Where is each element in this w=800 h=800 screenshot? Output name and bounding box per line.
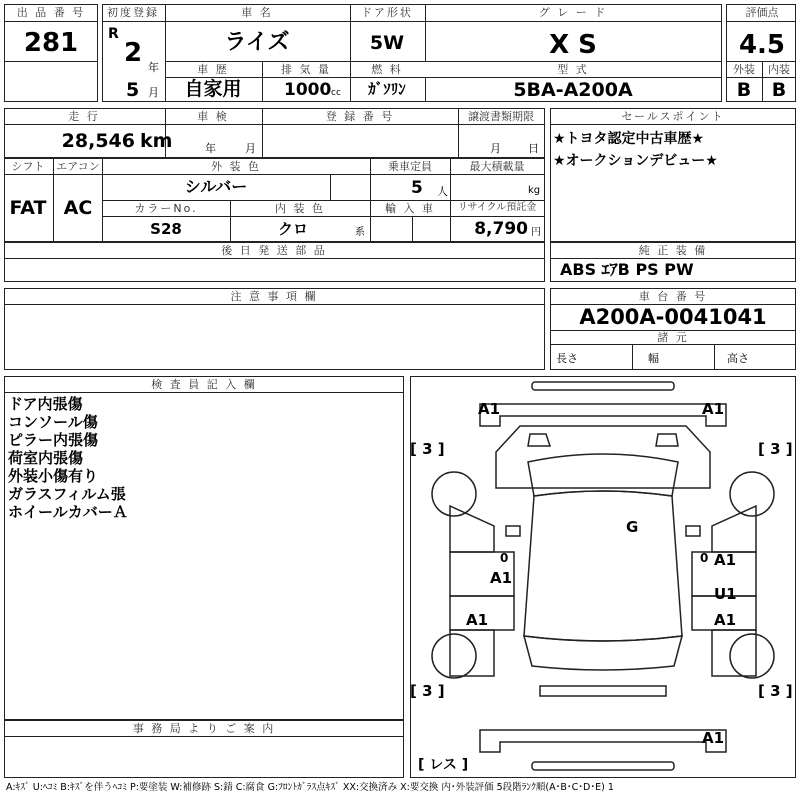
exterior-grade-value: B (736, 79, 752, 101)
score-value: 4.5 (738, 30, 786, 60)
door-type-value: 5W (369, 32, 405, 54)
fuel-label: 燃 料 (371, 63, 403, 76)
inspector-note: コンソール傷 (8, 413, 98, 431)
damage-left-door: A1 (490, 569, 513, 587)
ac-value: AC (63, 197, 93, 219)
equipment-label: 純 正 装 備 (638, 244, 708, 257)
registration-year: 2 (124, 38, 143, 68)
specs-label: 諸 元 (657, 331, 689, 344)
interior-grade-label: 内装 (768, 63, 790, 76)
inspector-note: ピラー内張傷 (8, 431, 99, 449)
inspector-note: 外装小傷有り (8, 467, 99, 485)
inspection-label: 車 検 (197, 110, 229, 123)
inspector-note: ドア内張傷 (8, 395, 83, 413)
equipment-value: ABS ｴｱB PS PW (560, 260, 694, 279)
tire-rear-right: [ 3 ] (758, 682, 793, 700)
model-code-value: 5BA-A200A (513, 79, 633, 101)
displacement-value: 1000 (284, 80, 332, 100)
registration-number-label: 登 録 番 号 (325, 110, 395, 123)
sales-point-1: ★トヨタ認定中古車歴★ (553, 131, 705, 147)
recycle-fee-label: リサイクル預託金 (457, 202, 537, 213)
mark-left: 0 (500, 551, 509, 565)
fuel-value: ｶﾞｿﾘﾝ (368, 80, 406, 98)
inspection-month-unit: 月 (245, 142, 256, 155)
inspector-note: ガラスフィルム張 (8, 485, 126, 503)
spare-tire-status: [ レス ] (418, 757, 469, 773)
capacity-value: 5 (411, 178, 423, 198)
mileage-value: 28,546 (61, 130, 135, 152)
tire-rear-left: [ 3 ] (410, 682, 445, 700)
transfer-deadline-label: 譲渡書類期限 (468, 110, 534, 123)
damage-left-rear: A1 (466, 611, 489, 629)
interior-grade-value: B (771, 79, 787, 101)
damage-front-right: A1 (702, 400, 725, 418)
history-value: 自家用 (184, 78, 242, 100)
mileage-unit: km (140, 130, 173, 152)
damage-windshield: G (626, 518, 639, 536)
door-type-label: ドア形状 (361, 6, 413, 19)
lot-number-label: 出 品 番 号 (16, 6, 86, 19)
max-load-unit: kg (528, 185, 541, 196)
width-label: 幅 (648, 352, 659, 365)
history-label: 車 歴 (197, 63, 229, 76)
recycle-fee-unit: 円 (531, 227, 541, 238)
damage-front-left: A1 (478, 400, 501, 418)
max-load-label: 最大積載量 (469, 160, 525, 173)
inspector-notes-label: 検 査 員 記 入 欄 (151, 378, 257, 391)
transfer-month-unit: 月 (490, 142, 501, 155)
grade-label: グ レ ー ド (538, 6, 608, 19)
model-code-label: 型 式 (557, 63, 589, 76)
capacity-label: 乗車定員 (388, 160, 432, 173)
import-label: 輸 入 車 (385, 202, 435, 215)
displacement-label: 排 気 量 (281, 63, 331, 76)
inspector-note: 荷室内張傷 (8, 449, 84, 467)
damage-rear-bumper: A1 (702, 729, 725, 747)
damage-right-front-door: A1 (714, 551, 737, 569)
office-notice-label: 事 務 局 よ り ご 案 内 (132, 722, 276, 735)
year-unit: 年 (148, 61, 159, 74)
car-name-label: 車 名 (241, 6, 273, 19)
recycle-fee-value: 8,790 (474, 219, 528, 239)
damage-right-rear: A1 (714, 611, 737, 629)
height-label: 高さ (727, 352, 749, 365)
inspector-notes-list (8, 395, 128, 521)
interior-color-unit: 系 (355, 227, 365, 238)
car-diagram (410, 376, 796, 778)
sales-points-box (550, 108, 796, 242)
exterior-grade-label: 外装 (733, 63, 755, 76)
grade-value: X S (549, 30, 597, 60)
lot-number-value: 281 (23, 28, 79, 58)
exterior-color-label: 外 装 色 (211, 160, 261, 173)
tire-front-left: [ 3 ] (410, 440, 445, 458)
color-number-label: カラーNo. (134, 202, 198, 215)
mark-right: 0 (700, 551, 709, 565)
legend: A:ｷｽﾞ U:ﾍｺﾐ B:ｷｽﾞを伴うﾍｺﾐ P:要塗装 W:補修跡 S:錆 C:腐食 G:ﾌﾛﾝﾄｶﾞﾗｽ点ｷｽﾞ XX:交換済み X:要交換 内･外装評価 5段階ﾗﾝｸ順(A･B･C･D･E) 1 (6, 782, 614, 793)
length-label: 長さ (556, 352, 578, 365)
inspector-note: ホイールカバーＡ (8, 503, 128, 521)
notes-label: 注 意 事 項 欄 (230, 290, 318, 303)
inspection-year-unit: 年 (205, 142, 216, 155)
first-registration-label: 初度登録 (107, 6, 159, 19)
shift-label: シフト (11, 160, 45, 173)
chassis-number-value: A200A-0041041 (579, 305, 767, 329)
capacity-unit: 人 (437, 185, 448, 198)
interior-color-value: クロ (277, 220, 309, 238)
score-label: 評価点 (745, 6, 779, 19)
tire-front-right: [ 3 ] (758, 440, 793, 458)
ac-label: エアコン (56, 160, 100, 173)
month-unit: 月 (148, 86, 159, 99)
era-mark: R (108, 26, 119, 42)
displacement-unit: cc (331, 88, 341, 98)
sales-points-label: セールスポイント (621, 110, 725, 123)
registration-month: 5 (126, 79, 140, 101)
car-name-value: ライズ (224, 30, 290, 55)
interior-color-label: 内 装 色 (275, 202, 325, 215)
sales-point-2: ★オークションデビュー★ (553, 153, 718, 169)
color-number-value: S28 (150, 220, 182, 238)
shift-value: FAT (9, 197, 47, 219)
later-parts-label: 後 日 発 送 部 品 (221, 244, 327, 257)
chassis-number-label: 車 台 番 号 (638, 290, 708, 303)
mileage-label: 走 行 (68, 110, 100, 123)
damage-right-rear-door: U1 (714, 585, 737, 603)
transfer-day-unit: 日 (528, 142, 539, 155)
exterior-color-value: シルバー (184, 177, 248, 196)
